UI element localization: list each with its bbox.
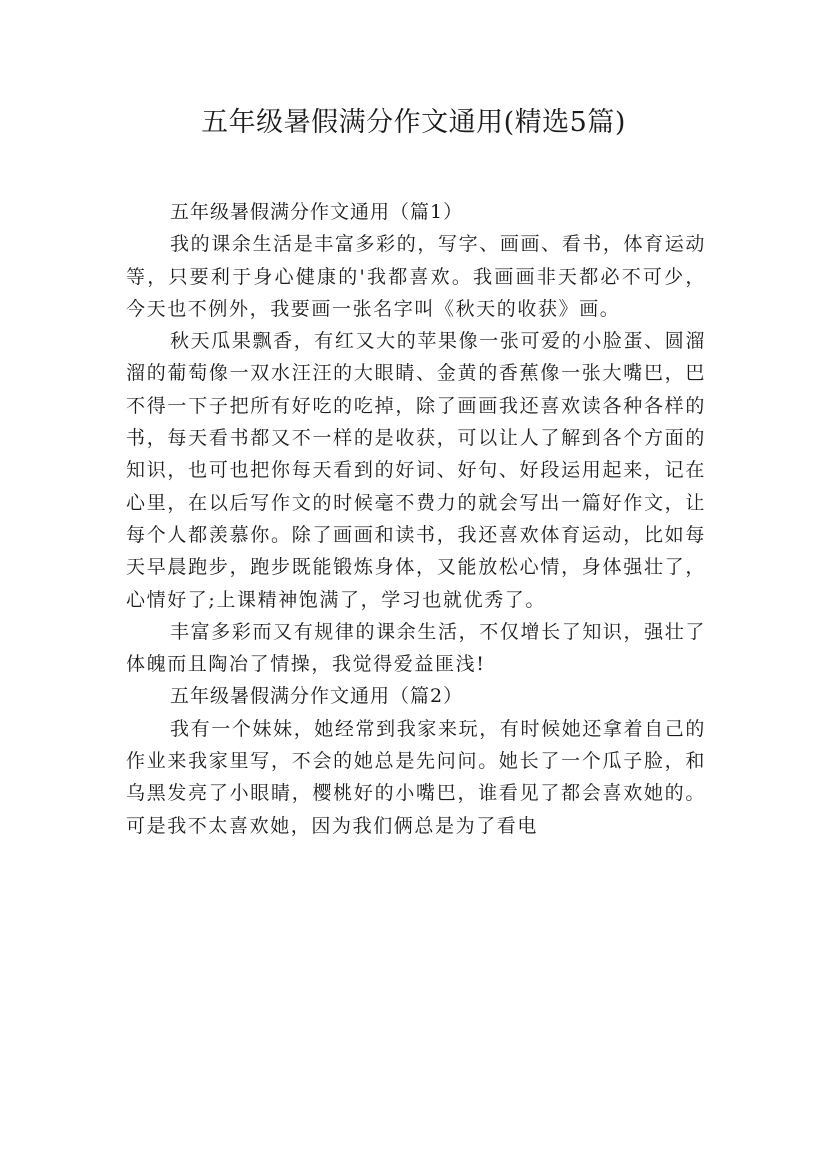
paragraph: 秋天瓜果飘香，有红又大的苹果像一张可爱的小脸蛋、圆溜溜的葡萄像一双水汪汪的大眼睛、金黄的香蕉像一张大嘴巴，巴不得一下子把所有好吃的吃掉，除了画画我还喜欢读各种各样的书，每天看书都又不一样的是收获，可以让人了解到各个方面的知识，也可也把你每天看到的好词、好句、好段运用起来，记在心里，在以后写作文的时候毫不费力的就会写出一篇好作文，让每个人都羡慕你。除了画画和读书，我还喜欢体育运动，比如每天早晨跑步，跑步既能锻炼身体，又能放松心情，身体强壮了，心情好了;上课精神饱满了，学习也就优秀了。 <box>126 330 706 611</box>
document-body <box>126 196 706 842</box>
section-heading: 五年级暑假满分作文通用（篇1） <box>170 201 464 223</box>
paragraph: 我有一个妹妹，她经常到我家来玩，有时候她还拿着自己的作业来我家里写，不会的她总是先问问。她长了一个瓜子脸，和乌黑发亮了小眼睛，樱桃好的小嘴巴，谁看见了都会喜欢她的。可是我不太喜欢她，因为我们俩总是为了看电 <box>126 717 706 837</box>
paragraph: 我的课余生活是丰富多彩的，写字、画画、看书，体育运动等，只要利于身心健康的'我都喜欢。我画画非天都必不可少，今天也不例外，我要画一张名字叫《秋天的收获》画。 <box>126 233 706 320</box>
section-heading: 五年级暑假满分作文通用（篇2） <box>170 685 464 708</box>
paragraph: 丰富多彩而又有规律的课余生活，不仅增长了知识，强壮了体魄而且陶冶了情操，我觉得爱益匪浅! <box>126 620 706 676</box>
document-title: 五年级暑假满分作文通用(精选5篇) <box>201 107 626 138</box>
